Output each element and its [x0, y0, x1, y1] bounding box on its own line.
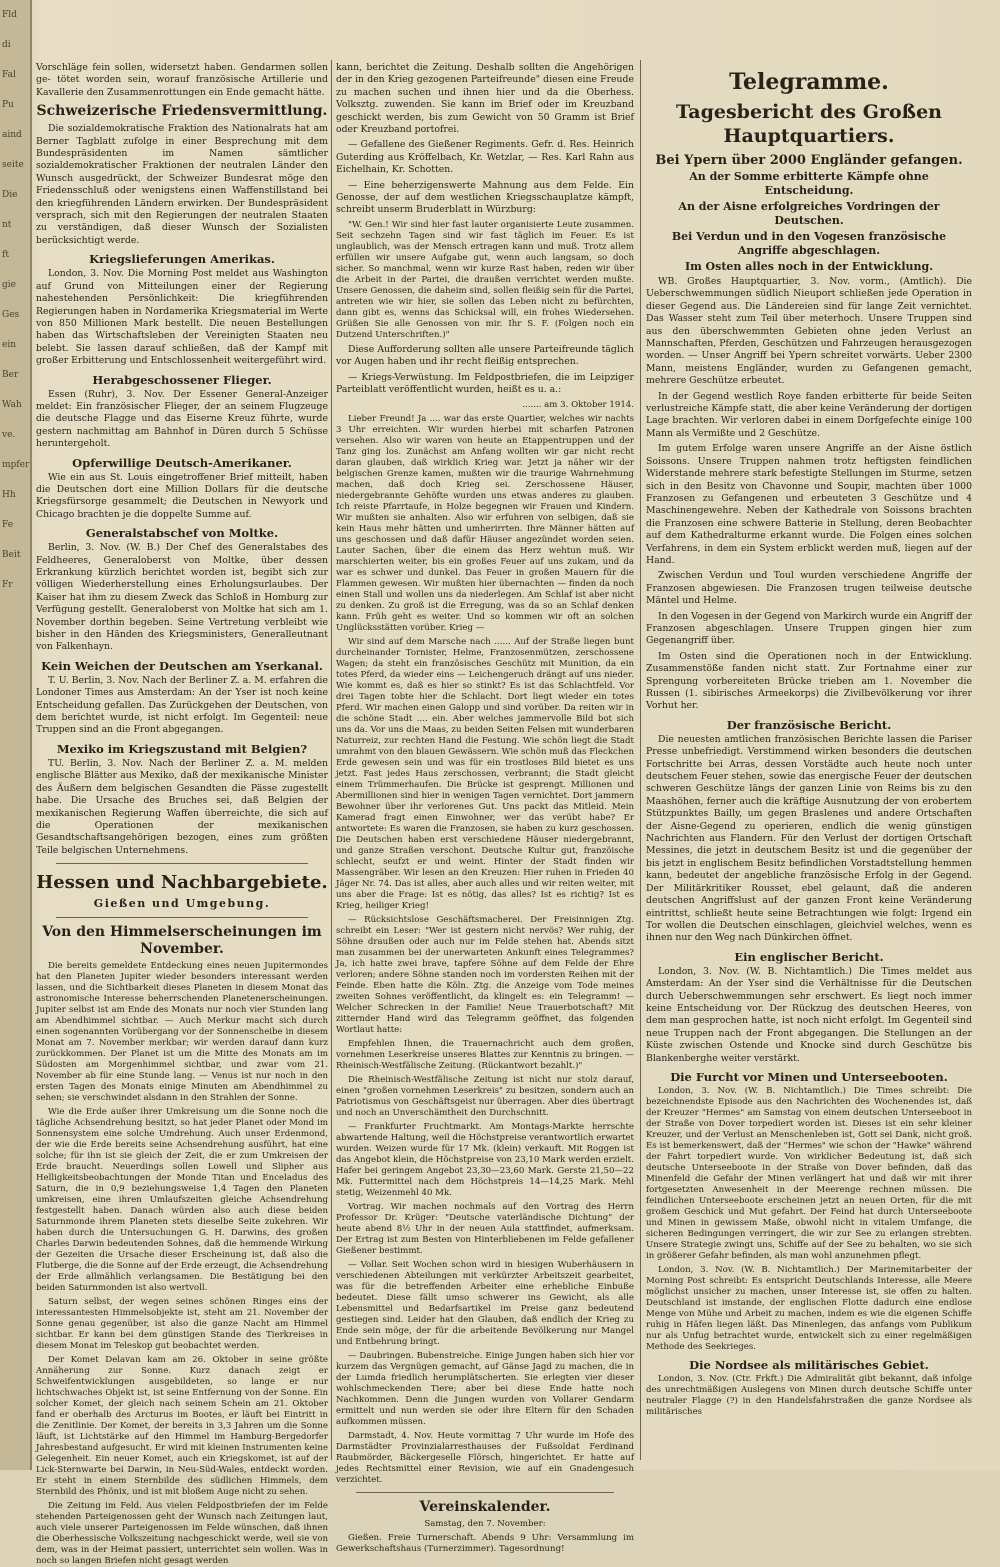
headline: Kein Weichen der Deutschen am Yserkanal. — [41, 658, 323, 673]
article-text: Berlin, 3. Nov. (W. B.) Der Chef des Generalstabes des Feldheeres, Generaloberst von Moltke, über dessen Erkrankung kürzlich berichtet worden ist, begibt sich zur völligen Wiederherstellung eines Erholungsurlaubes. Der Kaiser hat ihm zu diesem Zweck das Schloß in Homburg zur Verfügung gestellt. Generaloberst von Moltke hat sich am 1. November dorthin begeben. Seine Vertretung verbleibt wie bisher in den Händen des Kriegsministers, Generalleutnant von Falkenhayn. — [36, 542, 328, 653]
margin-text: Fal — [2, 70, 16, 80]
article-text: Die sozialdemokratische Fraktion des Nationalrats hat am Berner Tagblatt zufolge in einer Besprechung mit dem Bundespräsidenten im Namen sämtlicher sozialdemokratischer Fraktionen der neutralen Länder den Wunsch ausgedrückt, der Schweizer Bundesrat möge den Friedensschluß oder wenigstens einen Waffenstillstand bei den kriegführenden Ländern erwirken. Der Bundespräsident versprach, sich mit den Regierungen der neutralen Staaten zu verständigen, daß dieser Wunsch der Sozialisten berücksichtigt werde. — [36, 123, 328, 246]
article-text: Die bereits gemeldete Entdeckung eines neuen Jupitermondes hat den Planeten Jupiter wieder besonders interessant werden lassen, und die Sichtbarkeit dieses Planeten in diesem Monat das astronomische Interesse beherrschenden Planetenerscheinungen. Jupiter selbst ist am Ende des Monats nur noch vier Stunden lang am Abendhimmel sichtbar. — Auch Merkur macht sich durch einen sogenannten Vorübergang vor der Sonnenscheibe in diesem Monat am 7. November merkbar; wir werden darauf dann kurz zurückkommen. Der Planet ist um die Mitte des Monats am im Südosten am Morgenhimmel sichtbar, und zwar vom 21. November ab für eine Stunde lang. — Venus ist nur noch in den ersten Tagen des Monats einige Minuten am Abendhimmel zu sehen; sie verschwindet alsdann in den Strahlen der Sonne. — [36, 961, 328, 1104]
article-text: Im gutem Erfolge waren unsere Angriffe an der Aisne östlich Soissons. Unsere Truppen nahmen trotz heftigsten feindlichen Widerstande mehrere stark befestigte Stellungen im Sturme, setzen sich in den Besitz von Chavonne und Soupir, machten über 1000 Franzosen zu Gefangenen und erbeuteten 3 Geschütze und 4 Maschinengewehre. Neben der Kathedrale von Soissons brachten die Franzosen eine schwere Batterie in Stellung, deren Beobachter auf dem Kathedralturme erkannt wurde. Die Folgen eines solchen Verfahrens, in dem ein System erblickt werden muß, liegen auf der Hand. — [646, 443, 972, 566]
headline: Opferwillige Deutsch-Amerikaner. — [72, 455, 292, 470]
article-text: In den Vogesen in der Gegend von Markirch wurde ein Angriff der Franzosen abgeschlagen. Unsere Truppen gingen hier zum Gegenangriff über. — [646, 610, 972, 647]
article-text: — Daubringen. Bubenstreiche. Einige Jungen haben sich hier vor kurzem das Vergnügen gemacht, auf Gänse Jagd zu machen, die in der Lumda friedlich herumplätscherten. Sie erlegten vier dieser wohlschmeckenden Tiere; aber bei diese Ende hatte noch Nachkommen. Denn die Jungen wurden von Vollarer Gendarm ermittelt und nun werden sie oder ihre Eltern für den Schaden aufkommen müssen. — [336, 1350, 634, 1427]
headline: Mexiko im Kriegszustand mit Belgien? — [56, 741, 308, 756]
article-text: London, 3. Nov. Die Morning Post meldet aus Washington auf Grund von Mitteilungen einer der Regierung nahestehenden Persönlichkeit: Die kriegführenden Regierungen haben in Nordamerika Kriegsmaterial im Werte von 850 Millionen Mark bestellt. Die neuen Bestellungen haben das Wirtschaftsleben der Vereinigten Staaten neu belebt. Sie lassen darauf schließen, daß der Kampf mit großer Erbitterung und Entschlossenheit weitergeführt wird. — [36, 268, 328, 367]
subheadline: An der Aisne erfolgreiches Vordringen der Deutschen. — [678, 200, 940, 227]
article-text: Wir sind auf dem Marsche nach ...... Auf der Straße liegen bunt durcheinander Tornister, Helme, Franzosenmützen, zerschossene Wagen; da steht ein französisches Geschütz mit Munition, da ein totes Pferd, da wieder eins — Leichengeruch drängt auf uns nieder. Wie kommt es, daß es hier so stinkt? Es ist das Schlachtfeld. Vor drei Tagen tobte hier die Schlacht. Dort liegt wieder ein totes Pferd. Wir machen einen Galopp und sind vorüber. Da reiten wir in die schöne Stadt .... ein. Aber welches jammervolle Bild bot sich uns da. Vor uns die Maas, zu beiden Seiten Felsen mit wunderbaren Naturreiz, zur rechten Hand die Festung. Wie schön liegt die Stadt umrahmt von den blauen Gewässern. Wie schön muß das Fleckchen Erde gewesen sein und was für ein trostloses Bild bietet es uns jetzt. Fast jedes Haus zerschossen, verbrannt; die Stadt gleicht einem Trümmerhaufen. Die Brücke ist gesprengt. Millionen und Abermillionen sind hier in wenigen Tagen vernichtet. Dort jammern Bewohner über ihr verlorenes Gut. Uns packt das Mitleid. Mein Kamerad fragt einen Einwohner, wer das verübt habe? Er antwortete: Es waren die Franzosen, sie haben zu kurz geschossen. Die Deutschen haben erst verschiedene Häuser niedergebrannt, und ganze Straßen verschont. Deutsche Kultur gut, franzöische schlecht, seufzt er und weint. Hinter der Stadt finden wir Massengräber. Wir lesen an den Kreuzen: Hier ruhen in Frieden 40 Jäger Nr. 74. Das ist alles, aber auch alles und wir reiten weiter, mit uns aber die Frage: Ist es nötig, das alles? Ist es richtig? Ist es Krieg, heiliger Krieg! — [336, 636, 634, 911]
left-margin-fragment — [0, 0, 32, 1470]
headline: Schweizerische Friedensvermittlung. — [36, 103, 328, 120]
subheadline: Im Osten alles noch in der Entwicklung. — [684, 260, 934, 273]
headline: Generalstabschef von Moltke. — [85, 526, 279, 541]
article-text: "W. Gen.! Wir sind hier fast lauter organisierte Leute zusammen. Seit sechzehn Tagen sind wir fast täglich im Feuer. Es ist unglaublich, was der Mensch ertragen kann und muß. Trotz allem erfüllen wir unsere Aufgabe gut, wenn auch langsam, so doch sicher. So manchmal, wenn wir kurze Rast haben, reden wir über die Arbeit in der Partei, die draußen verrichtet werden mußte. Unsere Genossen, die daheim sind, sollen fleißig sein für die Partei, antreten wie wir hier, sie sollen das Leben nicht zu befürchten, dann gibt es, wenns das Schicksal will, ein frohes Wiedersehen. Grüßen Sie alle Genossen von mir. Ihr S. F. (Folgen noch ein Dutzend Unterschriften.)" — [336, 219, 634, 340]
margin-text: gie — [2, 280, 16, 290]
article-text: — Eine beherzigenswerte Mahnung aus dem Felde. Ein Genosse, der auf dem westlichen Kriegsschauplatze kämpft, schreibt unserm Bruderblatt in Würzburg: — [336, 179, 634, 216]
article-text: WB. Großes Hauptquartier, 3. Nov. vorm., (Amtlich). Die Ueberschwemmungen südlich Nieuport schließen jede Operation in dieser Gegend aus. Die Ländereien sind für lange Zeit vernichtet. Das Wasser steht zum Teil über meterhoch. Unsere Truppen sind aus den überschwemmten Gebieten ohne jeden Verlust an Mannschaften, Pferden, Geschützen und Fahrzeugen herausgezogen worden. — Unser Angriff bei Ypern schreitet vorwärts. Ueber 2300 Mann, meistens Engländer, wurden zu Gefangenen gemacht, mehrere Geschütze erbeutet. — [646, 276, 972, 387]
headline: Die Furcht vor Minen und Unterseebooten. — [670, 1069, 948, 1084]
article-text: London, 3. Nov. (W. B. Nichtamtlich.) Die Times meldet aus Amsterdam: An der Yser sind die Verhältnisse für die Deutschen durch Ueberschwemmungen sehr erschwert. Es liegt noch immer keine Entscheidung vor. Der Rückzug des deutschen Heeres, von dem man gesprochen hatte, ist noch nicht erfolgt. Im Gegenteil sind neue Truppen nach der Front abgegangen. Die Stellungen an der Küste zwischen Ostende und Knocke sind durch Geschütze bis Blankenberghe weiter verstärkt. — [646, 965, 972, 1064]
article-text: Darmstadt, 4. Nov. Heute vormittag 7 Uhr wurde im Hofe des Darmstädter Provinzialarresthauses der Fußsoldat Ferdinand Raubmörder, Bäckergeselle Flörsch, hingerichtet. Er hatte auf jedes Rechtsmittel einer Revision, wie auf ein Gnadengesuch verzichtet. — [336, 1430, 634, 1485]
column-left — [36, 62, 328, 1567]
article-text: Im Osten sind die Operationen noch in der Entwicklung. Zusammenstöße fanden nicht statt. Zur Fortnahme einer zur Sprengung vorbereiteten Brücke trieben am 1. November die Russen (1. sibirisches Armeekorps) die Zivilbevölkerung vor ihrer Vorhut her. — [646, 650, 972, 712]
article-text: Die neuesten amtlichen französischen Berichte lassen die Pariser Presse unbefriedigt. Verstimmend wirken besonders die deutschen Fortschritte bei Arras, dessen Vorstädte auch heute noch unter deutschem Feuer stehen, sowie das energische Feuer der deutschen schweren Geschütze längs der ganzen Linie von Reims bis zu den Maashöhen, ferner auch die kräftige Ausnutzung der von erobertem Stützpunktes Bailly, um gegen Braslenes und andere Ortschaften der Aisne-Gegend zu operieren, endlich die wenig günstigen Nachrichten aus Flandern. Für den Verlust der dortigen Ortschaft Messines, die jetzt in deutschem Besitz ist und die gegenüber der bis jetzt in englischem Besitz befindlichen Vorstadtstellung hemmen kann, bedeutet der angebliche französische Erfolg in der Gegend. Der Militärkritiker Rousset, ebel gelaunt, daß die anderen deutschen Angriffslust auf der ganzen Front keine Veränderung eintrittst, schließt heute seine Betrachtungen wie folgt: Irgend ein Tor wollen die Deutschen einschlagen, gleichviel welches, wenn es ihnen nur den Weg nach Dünkirchen öffnet. — [646, 733, 972, 944]
article-text: Essen (Ruhr), 3. Nov. Der Essener General-Anzeiger meldet: Ein französischer Flieger, der an seinem Flugzeuge die deutsche Flagge und das Eiserne Kreuz führte, wurde gestern nachmittag am Bahnhof in Düren durch 5 Schüsse heruntergeholt. — [36, 388, 328, 450]
margin-text: Fr — [2, 580, 13, 590]
section-divider — [56, 917, 308, 918]
section-divider — [356, 1492, 614, 1493]
subheadline: An der Somme erbitterte Kämpfe ohne Entscheidung. — [689, 170, 929, 197]
article-text: — Vollar. Seit Wochen schon wird in hiesigen Wuberhäusern in verschiedenen Abteilungen mit verkürzter Arbeitszeit gearbeitet, was für die betreffenden Arbeiter eine erhebliche Einbuße bedeutet. Diese fällt umso schwerer ins Gewicht, als alle Lebensmittel und Bedarfsartikel im Preise ganz bedeutend gestiegen sind. Leider hat den Glauben, daß endlich der Krieg zu Ende sein möge, der für die arbeitende Bevölkerung nur Mangel und Entbehrung bringt. — [336, 1259, 634, 1347]
article-text: Saturn selbst, der wegen seines schönen Ringes eins der interessantesten Himmelsobjekte ist, steht am 21. November der Sonne genau gegenüber, ist also die ganze Nacht am Himmel sichtbar. Er kann bei dem günstigen Stande des Tierkreises in diesem Monat im Teleskop gut beobachtet werden. — [36, 1297, 328, 1352]
margin-text: aind — [2, 130, 22, 140]
margin-text: mpfer — [2, 460, 30, 470]
article-text: Vorschläge fein sollen, widersetzt haben. Gendarmen sollen ge- tötet worden sein, worauf französische Artillerie und Kavallerie den Zusammenrottungen ein Ende gemacht hätte. — [36, 62, 328, 98]
subheadline: Bei Verdun und in den Vogesen französische Angriffe abgeschlagen. — [671, 230, 947, 257]
headline: Herabgeschossener Flieger. — [92, 372, 272, 387]
article-text: Wie ein aus St. Louis eingetroffener Brief mitteilt, haben die Deutschen dort eine Million Dollars für die deutsche Kriegsfürsorge gesammelt; die Deutschen in Newyork und Chicago brachten je die doppelte Summe auf. — [36, 471, 328, 520]
article-text: London, 3. Nov. (W. B. Nichtamtlich.) Die Times schreibt: Die bezeichnendste Episode aus den Nachrichten des Wochenendes ist, daß der Kreuzer "Hermes" am Samstag von einem deutschen Unterseeboot in der Straße von Dover torpediert worden ist. Dieses ist ein sehr kleiner Kreuzer, und der Verlust an Menschenleben ist, Gott sei Dank, nicht groß. Es ist bemerkenswert, daß der "Hermes" wie schon der "Hawke" während der Fahrt torpediert wurde. Von wirklicher Bedeutung ist, daß sich deutsche Unterseeboote in der Straße von Dover befinden, daß das Minenfeld die Gefahr der Minen verlängert hat und daß wir mit ihrer fortgesetzten Anwesenheit in der Meerenge rechnen müssen. Die feindlichen Unterseeboote erscheinen jetzt an neuen Orten, für die mit großem Geschick und Mut gefahrt. Der Feind hat durch Unterseeboote und Minen in gewissem Maße, obwohl nicht in vitalem Umfange, die sicheren Bedingungen verringert, die wir zur See zu erlangen strebten. Unsere Strategie zwingt uns, Schiffe auf der See zu behalten, wo sie sich in größerer Gefahr befinden, als man wohl anzunehmen pflegt. — [646, 1085, 972, 1261]
article-text: Die Zeitung im Feld. Aus vielen Feldpostbriefen der im Felde stehenden Parteigenossen geht der Wunsch nach Zeitungen laut, auch viele unserer Parteigenossen im Felde wünschen, daß ihnen die Oberhessische Volkszeitung nachgeschickt werde, weil sie von dem, was in der Heimat passiert, unterrichtet sein wollen. Was in noch so langen Briefen nicht gesagt werden — [36, 1501, 328, 1567]
margin-text: Fld — [2, 10, 17, 20]
headline: Der französische Bericht. — [726, 717, 892, 732]
article-text: — Frankfurter Fruchtmarkt. Am Montags-Markte herrschte abwartende Haltung, weil die Höchstpreise verantwortlich erwartet wurden. Weizen wurde für 17 Mk. (klein) verkauft. Mit Roggen ist das Angebot klein, die Höchstpreise von 23,10 Mark werden erzielt. Hafer bei geringem Angebot 23,30—23,60 Mark. Gerste 21,50—22 Mk. Futtermittel nach dem Höchstpreis 14—14,25 Mark. Mehl stetig, Weizenmehl 40 Mk. — [336, 1121, 634, 1198]
headline: Ein englischer Bericht. — [734, 949, 884, 964]
article-text: kann, berichtet die Zeitung. Deshalb sollten die Angehörigen der in den Krieg gezogenen Parteifreunde" diesen eine Freude zu machen suchen und ihnen hier und da die Oberhess. Volksztg. zuwenden. Sie kann im Brief oder im Kreuzband geschickt werden, bis zum Gewicht von 50 Gramm ist Brief oder Kreuzband portofrei. — [336, 62, 634, 136]
article-text: In der Gegend westlich Roye fanden erbitterte für beide Seiten verlustreiche Kämpfe statt, die aber keine Veränderung der dortigen Lage brachten. Wir verloren dabei in einem Dorfgefechte einige 100 Mann als Vermißte und 2 Geschütze. — [646, 390, 972, 439]
article-text: T. U. Berlin, 3. Nov. Nach der Berliner Z. a. M. erfahren die Londoner Times aus Amsterdam: An der Yser ist noch keine Entscheidung gefallen. Das Zurückgehen der Deutschen, von dem berichtet wurde, ist nicht erfolgt. Im Gegenteil: neue Truppen sind an die Front abgegangen. — [36, 674, 328, 736]
section-subtitle: Gießen und Umgebung. — [93, 897, 271, 911]
article-text: — Kriegs-Verwüstung. Im Feldpostbriefen, die im Leipziger Parteiblatt veröffentlicht wurden, heißt es u. a.: — [336, 371, 634, 396]
margin-text: nt — [2, 220, 12, 230]
column-middle — [336, 62, 634, 1554]
margin-text: Fe — [2, 520, 14, 530]
article-text: Zwischen Verdun und Toul wurden verschiedene Angriffe der Franzosen abgewiesen. Die Franzosen trugen teilweise deutsche Mäntel und Helme. — [646, 570, 972, 607]
article-text: Wie die Erde außer ihrer Umkreisung um die Sonne noch die tägliche Achsendrehung besitzt, so hat jeder Planet oder Mond im Sonnensystem eine solche Umdrehung. Auch unser Erdenmond, der wie die Erde bereits seine Achsendrehung ausführt, hat eine solche; für ihn ist sie gleich der Zeit, die er zum Umkreisen der Erde braucht. Neuerdings sollen Lowell und Slipher aus Helligkeitsbeobachtungen der Monde Titan und Enceladus des Saturn, die in 0,9 beziehungsweise 1,4 Tagen den Planeten umkreisen, eine ihren Umlaufszeiten gleiche Achsendrehung festgestellt haben. Danach würden also auch diese beiden Saturnmonde ihrem Planeten stets dieselbe Seite zukehren. Wir haben durch die Untersuchungen G. H. Darwins, des großen Charles Darwin bedeutenden Sohnes, daß die hemmende Wirkung der Gezeiten die Ursache dieser Erscheinung ist, daß also die Flutberge, die die Sonne auf der Erde erzeugt, die Achsendrehung der Erde allmählich verlangsamen. Die Bestätigung bei den beiden Saturnmonden ist also wertvoll. — [36, 1107, 328, 1294]
headline: Tagesbericht des Großen Hauptquartiers. — [675, 101, 942, 147]
letter-date: ....... am 3. Oktober 1914. — [522, 399, 634, 410]
article-text: Empfehlen Ihnen, die Trauernachricht auch dem großen, vornehmen Leserkreise unseres Blattes zur Kenntnis zu bringen. — Rheinisch-Westfälische Zeitung. (Rückantwort bezahlt.)" — [336, 1038, 634, 1071]
column-right — [646, 60, 972, 1462]
article-text: TU. Berlin, 3. Nov. Nach der Berliner Z. a. M. melden englische Blätter aus Mexiko, daß der mexikanische Minister des Äußern dem belgischen Gesandten die Pässe zugestellt habe. Die Ursache des Bruches sei, daß Belgien der mexikanischen Regierung Waffen überreichte, die sich auf die Operationen der mexikanischen Gesandtschaftsangehörigen bezogen, eines zum größten Teile belgischen Unternehmens. — [36, 757, 328, 856]
margin-text: Beit — [2, 550, 21, 560]
article-text: — Gefallene des Gießener Regiments. Gefr. d. Res. Heinrich Guterding aus Kröffelbach, Kr. Wetzlar, — Res. Karl Rahn aus Eichelhain, Kr. Schotten. — [336, 139, 634, 176]
margin-text: Ber — [2, 370, 19, 380]
headline: Kriegslieferungen Amerikas. — [89, 252, 275, 267]
section-title: Hessen und Nachbargebiete. — [36, 872, 328, 894]
headline: Von den Himmelserscheinungen im November. — [42, 924, 322, 958]
article-text: Der Komet Delavan kam am 26. Oktober in seine größte Annäherung zur Sonne. Kurz danach zeigt er Schweifentwicklungen ausgebildeten, so lange er nur lichtschwaches Objekt ist, ist seine Entfernung von der Sonne. Ein solcher Komet, der gleich nach seinem Schein am 21. Oktober fand er oberhalb des Arcturus im Bootes, er läuft bei Eintritt in die Zenitlinie. Der Komet, der bereits in 3,3 Jahren um die Sonne läuft, ist Lichtstärke auf den Himmel im Hamburg-Bergedorfer Jahresbestand aufgesucht. Er wird mit kleinen Instrumenten keine Gelegenheit. Ein neuer Komet, auch ein Kriegskomet, ist auf der Lick-Sternwarte bei Darwin, in Neu-Süd-Wales, entdeckt worden. Er steht in einem Sternbilde des südlichen Himmels, dem Sternbild des Phönix, und ist mit bloßem Auge nicht zu sehen. — [36, 1355, 328, 1498]
margin-text: ve. — [2, 430, 16, 440]
margin-text: Pu — [2, 100, 14, 110]
article-text: London, 3. Nov. (W. B. Nichtamtlich.) Der Marinemitarbeiter der Morning Post schreibt: Es entspricht Deutschlands Interesse, alle Meere möglichst unsicher zu machen, unser Interesse ist, sie offen zu halten. Deutschland ist imstande, der englischen Flotte dadurch eine endlose Menge von Mühe und Arbeit zu machen, indem es wie die eigenen Schiffe ruhig in Häfen liegen läßt. Das Minenlegen, das anfangs vom Publikum nur als Unfug betrachtet wurde, entwickelt sich zu einer regelmäßigen Methode des Seekrieges. — [646, 1264, 972, 1352]
article-text: London, 3. Nov. (Ctr. Frkft.) Die Admiralität gibt bekannt, daß infolge des unrechtmäßigen Auslegens von Minen durch deutsche Schiffe unter neutraler Flagge (?) in den Handelsfahrstraßen die ganze Nordsee als militärisches — [646, 1373, 972, 1417]
margin-text: seite — [2, 160, 24, 170]
headline: Bei Ypern über 2000 Engländer gefangen. — [655, 153, 963, 168]
margin-text: ft — [2, 250, 9, 260]
margin-text: Hh — [2, 490, 16, 500]
event-date: Samstag, den 7. November: — [424, 1518, 546, 1529]
margin-text: Die — [2, 190, 18, 200]
article-text: Diese Aufforderung sollten alle unsere Parteifreunde täglich vor Augen haben und ihr recht fleißig entsprechen. — [336, 343, 634, 368]
section-title: Telegramme. — [729, 69, 889, 95]
margin-text: Wah — [2, 400, 22, 410]
article-text: Vortrag. Wir machen nochmals auf den Vortrag des Herrn Professor Dr. Krüger: "Deutsche vaterländische Dichtung" der heute abend 8½ Uhr in der neuen Aula stattfindet, aufmerksam. Der Ertrag ist zum Besten von Hinterbliebenen im Felde gefallener Gießener bestimmt. — [336, 1201, 634, 1256]
column-rule — [640, 60, 641, 1460]
margin-text: di — [2, 40, 11, 50]
article-text: Gießen. Freie Turnerschaft. Abends 9 Uhr: Versammlung im Gewerkschaftshaus (Turnerzimmer). Tagesordnung! — [336, 1532, 634, 1554]
margin-text: ein — [2, 340, 17, 350]
section-divider — [56, 863, 308, 864]
article-text: Lieber Freund! Ja .... war das erste Quartier, welches wir nachts 3 Uhr erreichten. Wir wurden hierbei mit scharfen Patronen versehen. Also wir waren von heute an Etappentruppen und der Tanz ging los. Zunächst am Anfang wollten wir gar nicht recht daran glauben, daß wirklich Krieg war. Jetzt ja näher wir der belgischen Grenze kamen, mußten wir die traurige Wahrnehmung machen, daß doch Krieg sei. Zerschossene Häuser, niedergebrannte Gehöfte wurden uns etwas anderes zu glauben. Ich reiste Pfarrtaufe, in Holze begegnen wir Frauen und Kindern. Wir mußten sie anhalten. Also wir erfuhren von selbigen, daß sie kein Haus mehr hätten und umherirrten. Ihre Männer hätten auf uns geschossen und daß dafür Häuser angezündet worden seien. Lauter Sachen, über die einem das Herz wehtun muß. Wir marschierten weiter, bis ein großes Feuer auf uns zukam, und da war es schwer und dunkel. Das Feuer in großen Mauern für die Flammen gewesen. Wir mußten hier übernachten — finden da noch einen Stall und wollen uns da niederlegen. Am Schlaf ist aber nicht zu denken. Zu groß ist die Erregung, was da so an Schlaf denken kann. Früh geht es weiter. Und so kommen wir oft an solchen Unglücksstätten vorüber. Krieg — — [336, 413, 634, 633]
headline: Die Nordsee als militärisches Gebiet. — [689, 1357, 929, 1372]
headline: Vereinskalender. — [419, 1498, 551, 1515]
article-text: — Rücksichtslose Geschäftsmacherei. Der Freisinnigen Ztg. schreibt ein Leser: "Wer ist gestern nicht nervös? Wer ruhig, der Söhne draußen oder auch nur im Felde stehen hat. Abends sitzt man zusammen bei der unerwarteten Ankunft eines Telegrammes? Ja, ich hatte zwei brave, tapfere Söhne auf dem Felde der Ehre verloren; andere Söhne standen noch im vordersten Reihen mit der Feinde. Eben hatte die Köln. Ztg. die Anzeige vom Tode meines zweiten Sohnes veröffentlicht, da klingelt es: ein Telegramm! — Welcher Schrecken in der Familie! Neue Trauerbotschaft? Mit zitternder Hand wird das Telegramm geöffnet, das folgenden Wortlaut hatte: — [336, 914, 634, 1035]
column-rule — [331, 60, 332, 1460]
article-text: Die Rheinisch-Westfälische Zeitung ist nicht nur stolz darauf, einen "großen vornehmen Leserkreis" zu besitzen, sondern auch an Patriotismus von Geschäftsgeist nur überragen. Aber dies übertragt und noch an Unverschämtheit den Durchschnitt. — [336, 1074, 634, 1118]
margin-text: Ges — [2, 310, 20, 320]
